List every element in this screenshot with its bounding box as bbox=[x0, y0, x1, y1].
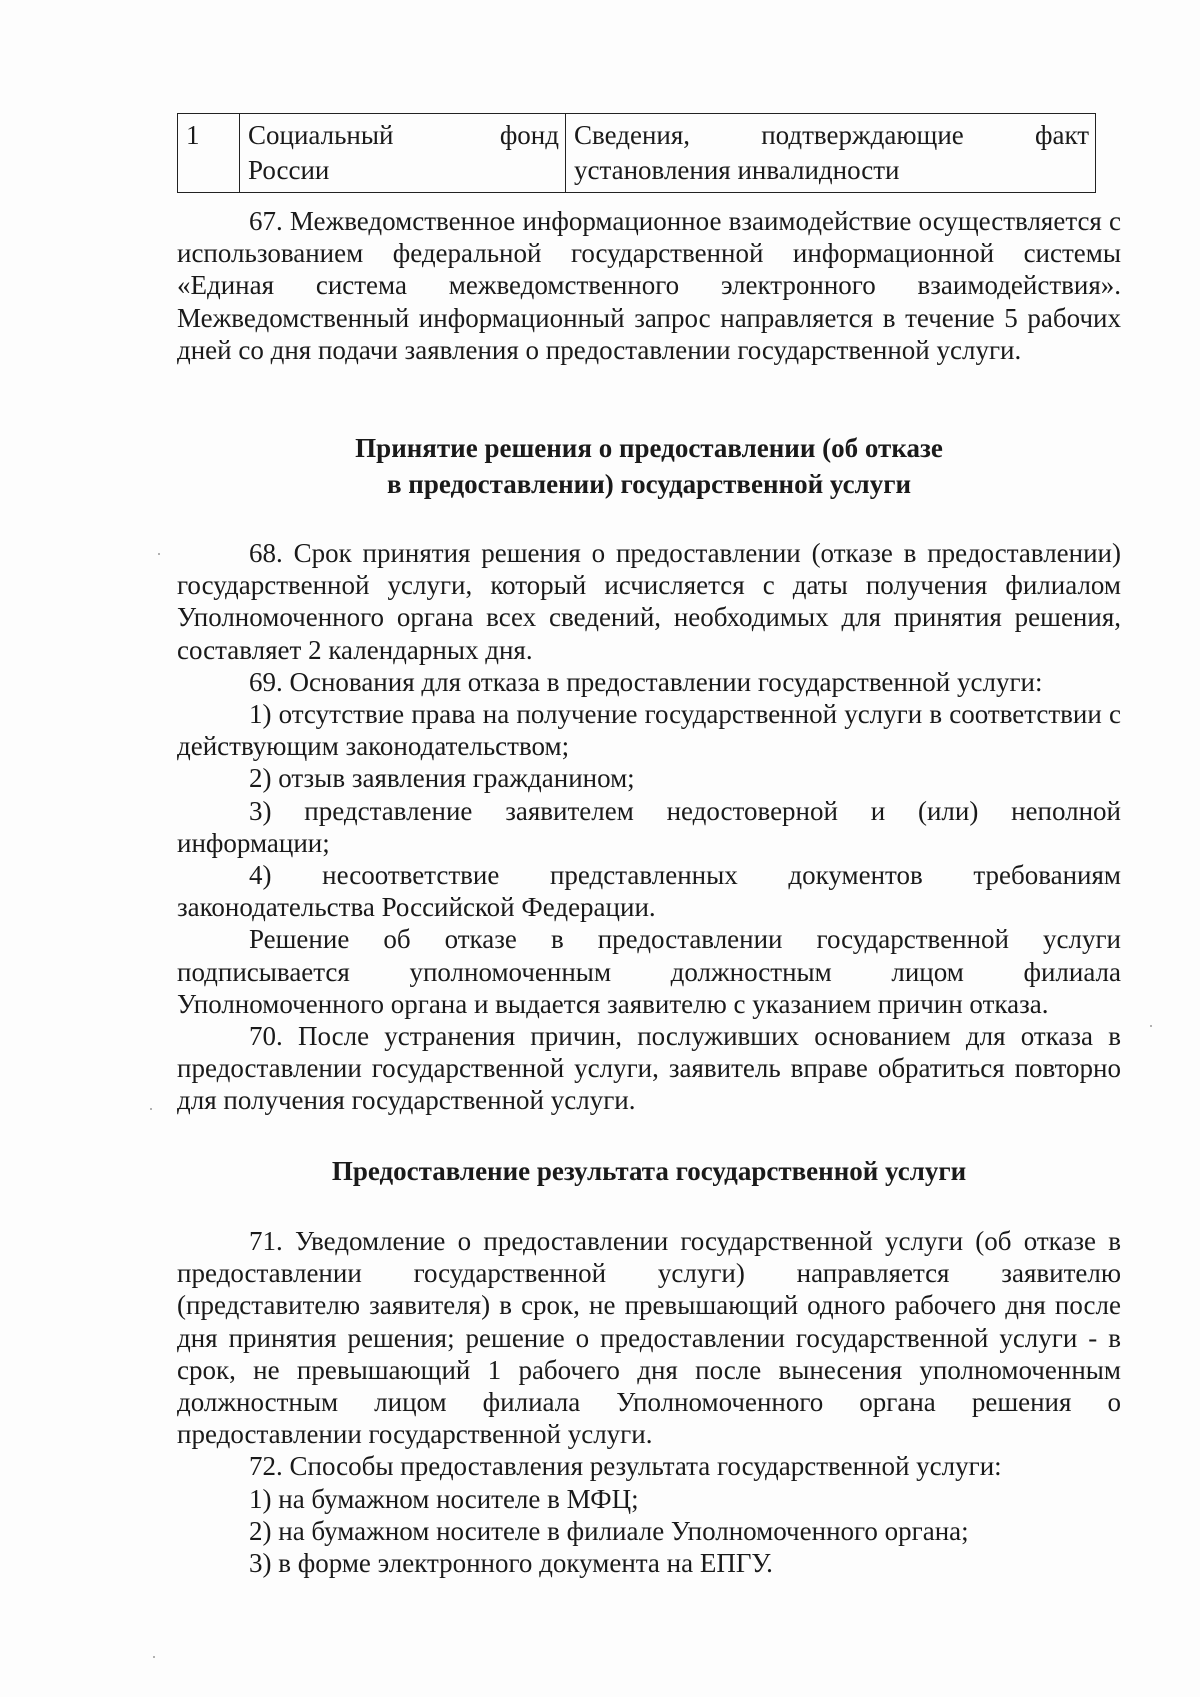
section-decision bbox=[177, 537, 1121, 1117]
section-heading-result bbox=[177, 1153, 1121, 1189]
table-row bbox=[178, 114, 1096, 193]
scan-speck bbox=[153, 1656, 155, 1658]
paragraph-69-decision: Решение об отказе в предоставлении государственной услуги подписывается уполномоченным должностным лицом филиала Уполномоченного органа и выдается заявителю с указанием причин отказа. bbox=[177, 924, 1121, 1019]
heading-result-text: Предоставление результата государственной услуги bbox=[331, 1156, 967, 1186]
paragraph-69: 69. Основания для отказа в предоставлении государственной услуги: bbox=[249, 666, 1043, 697]
paragraph-69-item-2: 2) отзыв заявления гражданином; bbox=[249, 763, 635, 794]
agency-cell bbox=[240, 114, 566, 193]
agency-line-2: России bbox=[248, 155, 330, 185]
scan-speck bbox=[1150, 1025, 1152, 1027]
paragraph-68: 68. Срок принятия решения о предоставлении (отказе в предоставлении) государственной услуги, который исчисляется с даты получения филиалом Уполномоченного органа всех сведений, необходимых для принятия решения, составляет 2 календарных дня. bbox=[177, 538, 1121, 665]
scan-speck bbox=[158, 553, 160, 555]
info-line-1: Сведения, подтверждающие факт bbox=[574, 120, 1089, 150]
row-number: 1 bbox=[178, 114, 240, 193]
paragraph-72: 72. Способы предоставления результата государственной услуги: bbox=[249, 1451, 1002, 1482]
heading-line-1: Принятие решения о предоставлении (об отказе bbox=[355, 433, 943, 463]
agency-line-1: Социальный фонд bbox=[248, 120, 559, 150]
paragraph-71: 71. Уведомление о предоставлении государственной услуги (об отказе в предоставлении государственной услуги) направляется заявителю (представителю заявителя) в срок, не превышающий одного рабочего дня после дня принятия решения; решение о предоставлении государственной услуги - в срок, не превышающий 1 рабочего дня после вынесения уполномоченным должностным лицом филиала Уполномоченного органа решения о предоставлении государственной услуги. bbox=[177, 1226, 1121, 1450]
scan-speck bbox=[150, 1108, 152, 1110]
section-heading-decision bbox=[177, 430, 1121, 502]
paragraph-69-item-4: 4) несоответствие представленных документов требованиям законодательства Российской Федерации. bbox=[177, 860, 1121, 923]
paragraph-69-item-3: 3) представление заявителем недостоверной и (или) неполной информации; bbox=[177, 795, 1121, 858]
section-interaction bbox=[177, 205, 1121, 366]
paragraph-67: 67. Межведомственное информационное взаимодействие осуществляется с использованием федеральной государственной информационной системы «Единая система межведомственного электронного взаимодействия». Межведомственный информационный запрос направляется в течение 5 рабочих дней со дня подачи заявления о предоставлении государственной услуги. bbox=[177, 206, 1121, 365]
section-result bbox=[177, 1225, 1121, 1579]
paragraph-70: 70. После устранения причин, послуживших основанием для отказа в предоставлении государственной услуги, заявитель вправе обратиться повторно для получения государственной услуги. bbox=[177, 1021, 1121, 1116]
agencies-table bbox=[177, 113, 1096, 193]
paragraph-69-item-1: 1) отсутствие права на получение государственной услуги в соответствии с действующим законодательством; bbox=[177, 699, 1121, 762]
info-cell bbox=[566, 114, 1096, 193]
paragraph-72-item-1: 1) на бумажном носителе в МФЦ; bbox=[249, 1483, 639, 1514]
info-line-2: установления инвалидности bbox=[574, 155, 900, 185]
heading-line-2: в предоставлении) государственной услуги bbox=[386, 469, 912, 499]
paragraph-72-item-3: 3) в форме электронного документа на ЕПГУ. bbox=[249, 1548, 773, 1579]
paragraph-72-item-2: 2) на бумажном носителе в филиале Уполномоченного органа; bbox=[249, 1515, 969, 1546]
